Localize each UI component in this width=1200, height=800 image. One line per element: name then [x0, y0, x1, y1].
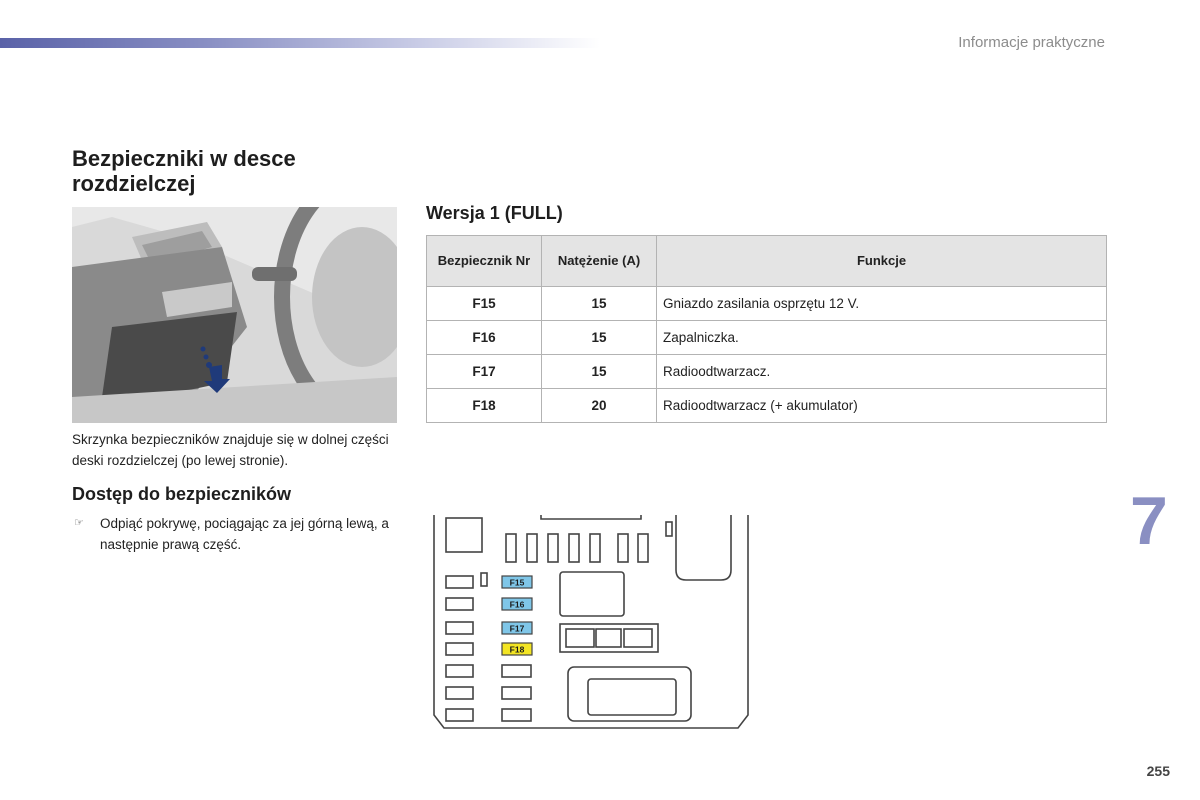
cell-fuse: F17: [427, 355, 542, 389]
table-row: [427, 321, 1107, 355]
page-number: 255: [1146, 763, 1170, 779]
table-row: [427, 287, 1107, 321]
cell-function: Radioodtwarzacz.: [657, 355, 1107, 389]
chapter-number: 7: [1130, 483, 1168, 559]
header-amperage: Natężenie (A): [542, 236, 657, 287]
version-heading: Wersja 1 (FULL): [426, 203, 563, 223]
header-fuse: Bezpiecznik Nr: [427, 236, 542, 287]
table-row: [427, 355, 1107, 389]
table-header-row: [427, 236, 1107, 287]
title-line-1: Bezpieczniki w desce: [72, 146, 296, 171]
dashboard-illustration: [72, 207, 397, 423]
cell-fuse: F16: [427, 321, 542, 355]
photo-caption: Skrzynka bezpieczników znajduje się w dolnej części deski rozdzielczej (po lewej stronie).: [72, 432, 389, 468]
page-title: [72, 146, 296, 196]
cell-function: Radioodtwarzacz (+ akumulator): [657, 389, 1107, 423]
header-function: Funkcje: [657, 236, 1107, 287]
fusebox-diagram: [426, 510, 756, 735]
cell-function: Zapalniczka.: [657, 321, 1107, 355]
cell-fuse: F15: [427, 287, 542, 321]
cell-amperage: 15: [542, 287, 657, 321]
access-instruction: [72, 513, 392, 555]
fuse-label-f18: F18: [509, 644, 525, 655]
cell-amperage: 15: [542, 355, 657, 389]
table-row: [427, 389, 1107, 423]
fuse-f17: [502, 622, 532, 634]
fuse-table: [426, 235, 1107, 423]
fuse-f15: [502, 576, 532, 588]
cell-amperage: 20: [542, 389, 657, 423]
header-gradient-bar: [0, 38, 600, 48]
access-heading: Dostęp do bezpieczników: [72, 484, 292, 504]
pointing-hand-icon: ☞: [74, 517, 84, 529]
fuse-f16: [502, 598, 532, 610]
fuse-label-f15: F15: [509, 577, 525, 588]
cell-amperage: 15: [542, 321, 657, 355]
title-line-2: rozdzielczej: [72, 171, 196, 196]
cell-fuse: F18: [427, 389, 542, 423]
section-title: Informacje praktyczne: [958, 34, 1105, 51]
fuse-label-f17: F17: [509, 623, 525, 634]
fuse-label-f16: F16: [509, 599, 525, 610]
cell-function: Gniazdo zasilania osprzętu 12 V.: [657, 287, 1107, 321]
access-instruction-text: Odpiąć pokrywę, pociągając za jej górną lewą, a następnie prawą część.: [100, 516, 389, 552]
fuse-f18: [502, 643, 532, 655]
